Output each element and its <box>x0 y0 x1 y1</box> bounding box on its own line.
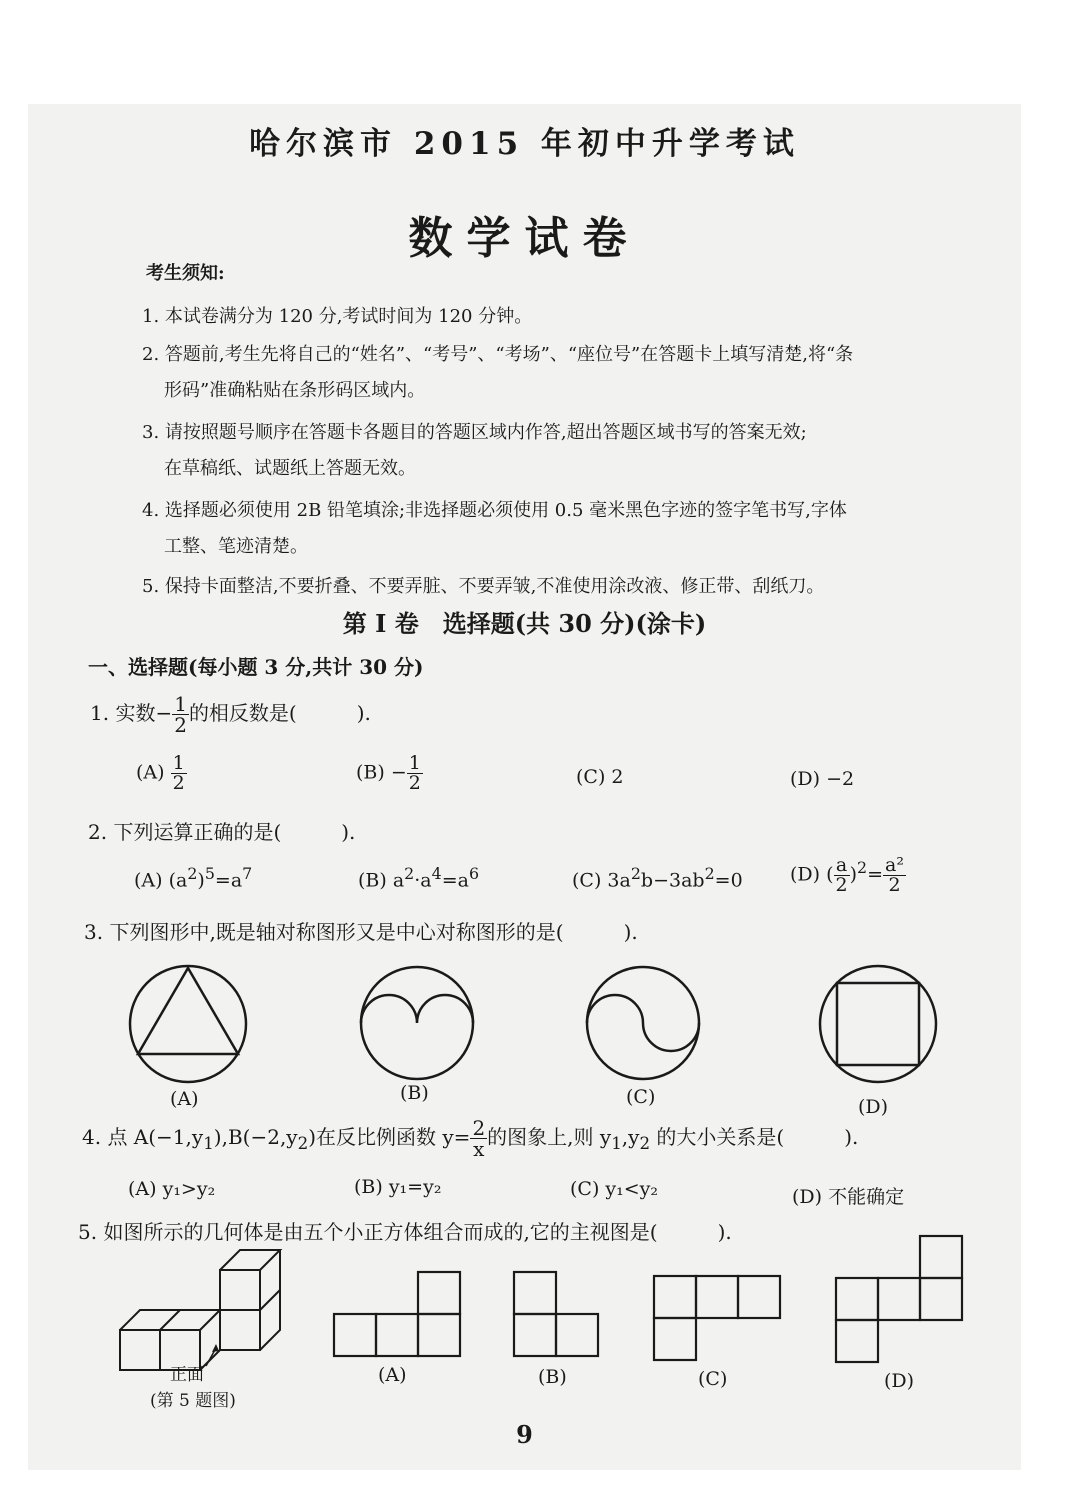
q5-option-c-figure <box>652 1274 782 1364</box>
notice-heading: 考生须知: <box>146 263 225 284</box>
page-number: 9 <box>516 1420 533 1449</box>
q2-d-frac2 <box>883 856 906 895</box>
q3-label-b: (B) <box>400 1082 429 1104</box>
q2-d-label: (D) ( <box>790 863 834 886</box>
q2-b-exp1: 2 <box>404 864 415 883</box>
q3-label-c: (C) <box>626 1086 656 1108</box>
q2-a-label: (A) (a <box>134 869 188 892</box>
notice-item-2-cont: 形码”准确粘贴在条形码区域内。 <box>164 380 426 401</box>
part-title: 一、选择题(每小题 3 分,共计 30 分) <box>88 655 424 679</box>
q1-frac-den: 2 <box>174 713 187 737</box>
q2-option-d <box>790 856 906 895</box>
q3-figure-d <box>816 962 940 1086</box>
q4-option-d: (D) 不能确定 <box>792 1186 905 1208</box>
q3-label-a: (A) <box>170 1088 199 1110</box>
notice-item-3-cont: 在草稿纸、试题纸上答题无效。 <box>164 458 416 479</box>
q5-label-d: (D) <box>884 1370 915 1392</box>
q1-b-label: (B) − <box>356 761 407 784</box>
circle-shape <box>130 966 246 1082</box>
q1-a-label: (A) <box>136 761 165 784</box>
q2-d-frac1 <box>834 856 850 895</box>
q2-d-exp: 2 <box>857 858 868 878</box>
q2-d-mid: ) <box>849 863 858 886</box>
notice-item-1: 1. 本试卷满分为 120 分,考试时间为 120 分钟。 <box>142 306 533 327</box>
q2-b-exp2: 4 <box>431 864 442 883</box>
q2-option-c <box>572 864 743 891</box>
exam-page <box>28 104 1021 1470</box>
question-4 <box>82 1118 858 1159</box>
section-title: 第 I 卷 选择题(共 30 分)(涂卡) <box>342 609 707 638</box>
q4-pre: 4. 点 A(−1,y <box>82 1125 204 1149</box>
exam-title: 哈尔滨市 2015 年初中升学考试 <box>249 126 800 162</box>
notice-item-3: 3. 请按照题号顺序在答题卡各题目的答题区域内作答,超出答题区域书写的答案无效; <box>142 422 807 443</box>
q3-figure-a <box>126 962 250 1086</box>
q4-option-a: (A) y₁>y₂ <box>128 1178 216 1200</box>
q4-option-b: (B) y₁=y₂ <box>354 1176 442 1198</box>
q2-c-exp2: 2 <box>704 864 715 883</box>
q2-d-eq: = <box>867 863 884 886</box>
q2-a-exp1: 2 <box>187 864 198 883</box>
q3-label-d: (D) <box>858 1096 889 1118</box>
q1-pre: 1. 实数− <box>90 701 173 725</box>
triangle-shape <box>138 968 238 1054</box>
q2-c-mid: b−3ab <box>640 869 705 892</box>
q4-mid2: )在反比例函数 y= <box>308 1125 471 1149</box>
q4-post: 的图象上,则 y <box>487 1125 612 1149</box>
q2-a-exp3: 7 <box>242 864 253 883</box>
q5-figure-caption: (第 5 题图) <box>150 1391 236 1411</box>
q4-sub1: 1 <box>203 1134 214 1153</box>
q4-frac-den: x <box>473 1137 485 1161</box>
q1-option-a <box>136 754 187 793</box>
notice-item-4: 4. 选择题必须使用 2B 铅笔填涂;非选择题必须使用 0.5 毫米黑色字迹的签字笔书写,字体 <box>142 500 847 521</box>
q1-option-c: (C) 2 <box>576 766 624 788</box>
q4-mid1: ),B(−2,y <box>213 1125 298 1149</box>
question-5: 5. 如图所示的几何体是由五个小正方体组合而成的,它的主视图是( ). <box>78 1220 732 1244</box>
q4-sub4: 2 <box>639 1134 651 1153</box>
q4-frac-num: 2 <box>472 1116 486 1140</box>
q1-option-d: (D) −2 <box>790 768 855 790</box>
q5-option-a-figure <box>332 1270 462 1360</box>
square-shape <box>837 983 919 1065</box>
notice-item-2: 2. 答题前,考生先将自己的“姓名”、“考号”、“考场”、“座位号”在答题卡上填写清楚,将“条 <box>142 344 854 365</box>
q1-a-fraction <box>171 754 187 793</box>
question-3: 3. 下列图形中,既是轴对称图形又是中心对称图形的是( ). <box>84 920 638 944</box>
q2-a-exp2: 5 <box>204 864 215 883</box>
q1-b-num: 1 <box>408 752 421 774</box>
q4-sub2: 2 <box>297 1134 309 1153</box>
q1-option-b <box>356 754 423 793</box>
notice-item-5: 5. 保持卡面整洁,不要折叠、不要弄脏、不要弄皱,不准使用涂改液、修正带、刮纸刀。 <box>142 576 825 597</box>
q3-figure-b <box>358 964 476 1082</box>
q2-d-num2: a² <box>885 854 904 876</box>
q2-b-exp3: 6 <box>468 864 480 883</box>
arc-shape <box>361 995 473 1023</box>
q3-figure-c <box>584 964 702 1082</box>
q5-solid-figure <box>116 1248 302 1384</box>
q2-d-den1: 2 <box>835 874 848 896</box>
q2-b-mid: ·a <box>414 869 432 892</box>
q4-comma: ,y <box>621 1125 640 1149</box>
q4-sub3: 1 <box>611 1134 622 1153</box>
q2-c-rest: =0 <box>714 869 743 892</box>
q4-end: 的大小关系是( ). <box>650 1125 859 1149</box>
exam-subtitle: 数学试卷 <box>408 213 641 264</box>
s-curve-shape <box>587 995 699 1051</box>
q2-c-exp1: 2 <box>630 864 641 883</box>
q2-a-mid: ) <box>197 869 205 892</box>
notice-item-4-cont: 工整、笔迹清楚。 <box>164 536 308 557</box>
q5-option-d-figure <box>834 1234 964 1362</box>
q2-a-rest: =a <box>214 869 243 892</box>
q1-b-den: 2 <box>408 772 421 794</box>
q4-fraction <box>470 1118 487 1159</box>
q2-c-label: (C) 3a <box>572 869 631 892</box>
q5-front-label: 正面 <box>170 1365 204 1385</box>
q4-option-c: (C) y₁<y₂ <box>570 1178 659 1200</box>
q1-frac-num: 1 <box>174 692 187 716</box>
q5-label-b: (B) <box>538 1366 567 1388</box>
q2-option-a <box>134 864 252 891</box>
q2-d-den2: 2 <box>888 874 901 896</box>
q5-label-a: (A) <box>378 1364 407 1386</box>
q1-post: 的相反数是( ). <box>188 701 371 725</box>
q1-a-den: 2 <box>172 772 185 794</box>
q1-b-fraction <box>407 754 423 793</box>
q2-b-rest: =a <box>441 869 469 892</box>
arrow-head <box>212 1344 219 1352</box>
q1-fraction <box>172 694 189 735</box>
q2-b-label: (B) a <box>358 869 405 892</box>
question-2: 2. 下列运算正确的是( ). <box>88 820 356 844</box>
q2-option-b <box>358 864 479 891</box>
q1-a-num: 1 <box>172 752 185 774</box>
q5-label-c: (C) <box>698 1368 728 1390</box>
q2-d-num1: a <box>834 856 850 876</box>
cube-edges <box>120 1250 280 1370</box>
q5-option-b-figure <box>512 1270 602 1360</box>
question-1 <box>90 694 371 735</box>
